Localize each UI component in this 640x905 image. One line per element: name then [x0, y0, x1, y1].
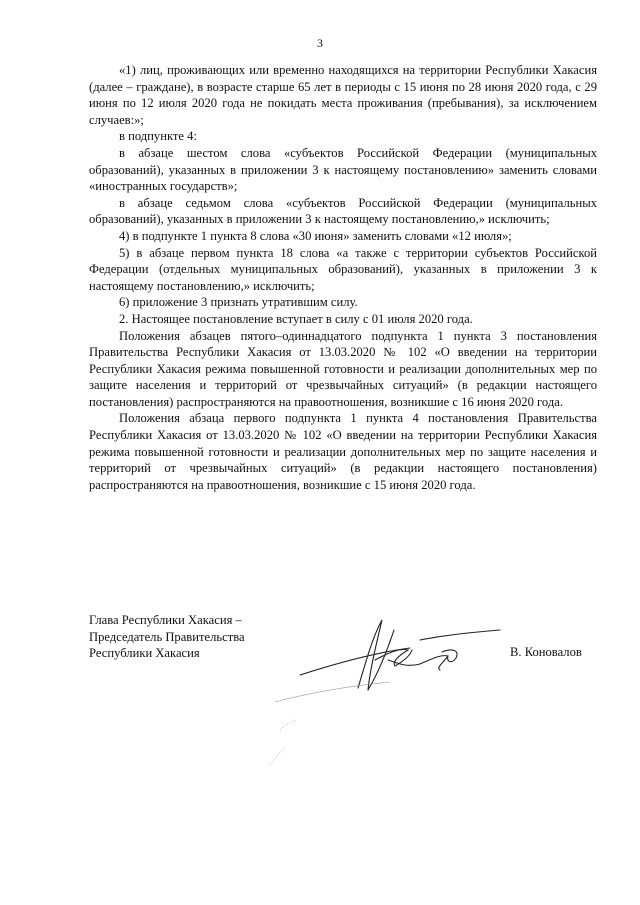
signatory-name: В. Коновалов: [510, 645, 582, 659]
paragraph: 4) в подпункте 1 пункта 8 слова «30 июня» заменить словами «12 июля»;: [119, 228, 512, 243]
document-body: [89, 62, 597, 493]
paragraph: 2. Настоящее постановление вступает в силу с 01 июля 2020 года.: [119, 311, 473, 326]
paragraph: в абзаце седьмом слова «субъектов Российской Федерации (муниципальных образований), указанных в приложении 3 к настоящему постановлению,» исключить;: [89, 195, 597, 227]
paragraph: в подпункте 4:: [119, 129, 197, 144]
paragraph: Положения абзацев пятого–одиннадцатого подпункта 1 пункта 3 постановления Правительства Республики Хакасия от 13.03.2020 № 102 «О введении на территории Республики Хакасия режима повышенной готовности и реализации дополнительных мер по защите населения и территорий от чрезвычайных ситуаций» (в редакции настоящего постановления) распространяются на правоотношения, возникшие с 16 июня 2020 года.: [89, 328, 597, 409]
handwritten-signature: [270, 590, 520, 770]
signatory-title: [89, 612, 245, 662]
page-number: 3: [317, 36, 323, 50]
paragraph: в абзаце шестом слова «субъектов Российской Федерации (муниципальных образований), указанных в приложении 3 к настоящему постановлению» заменить словами «иностранных государств»;: [89, 145, 597, 194]
paragraph: Положения абзаца первого подпункта 1 пункта 4 постановления Правительства Республики Хакасия от 13.03.2020 № 102 «О введении на территории Республики Хакасия режима повышенной готовности и реализации дополнительных мер по защите населения и территорий от чрезвычайных ситуаций» (в редакции настоящего постановления) распространяются на правоотношения, возникшие с 15 июня 2020 года.: [89, 411, 597, 492]
paragraph: 5) в абзаце первом пункта 18 слова «а также с территории субъектов Российской Федерации (отдельных муниципальных образований), указанных в приложении 3 к настоящему постановлению,» исключить;: [89, 245, 597, 293]
paragraph: «1) лиц, проживающих или временно находящихся на территории Республики Хакасия (далее – граждане), в возрасте старше 65 лет в периоды с 15 июня по 28 июня 2020 года, с 29 июня по 12 июля 2020 года не покидать места проживания (пребывания), за исключением случаев:»;: [89, 63, 597, 127]
signatory-title-line: Глава Республики Хакасия –: [89, 613, 242, 627]
signatory-title-line: Республики Хакасия: [89, 646, 200, 661]
paragraph: 6) приложение 3 признать утратившим силу.: [119, 295, 358, 310]
signatory-title-line: Председатель Правительства: [89, 629, 245, 644]
